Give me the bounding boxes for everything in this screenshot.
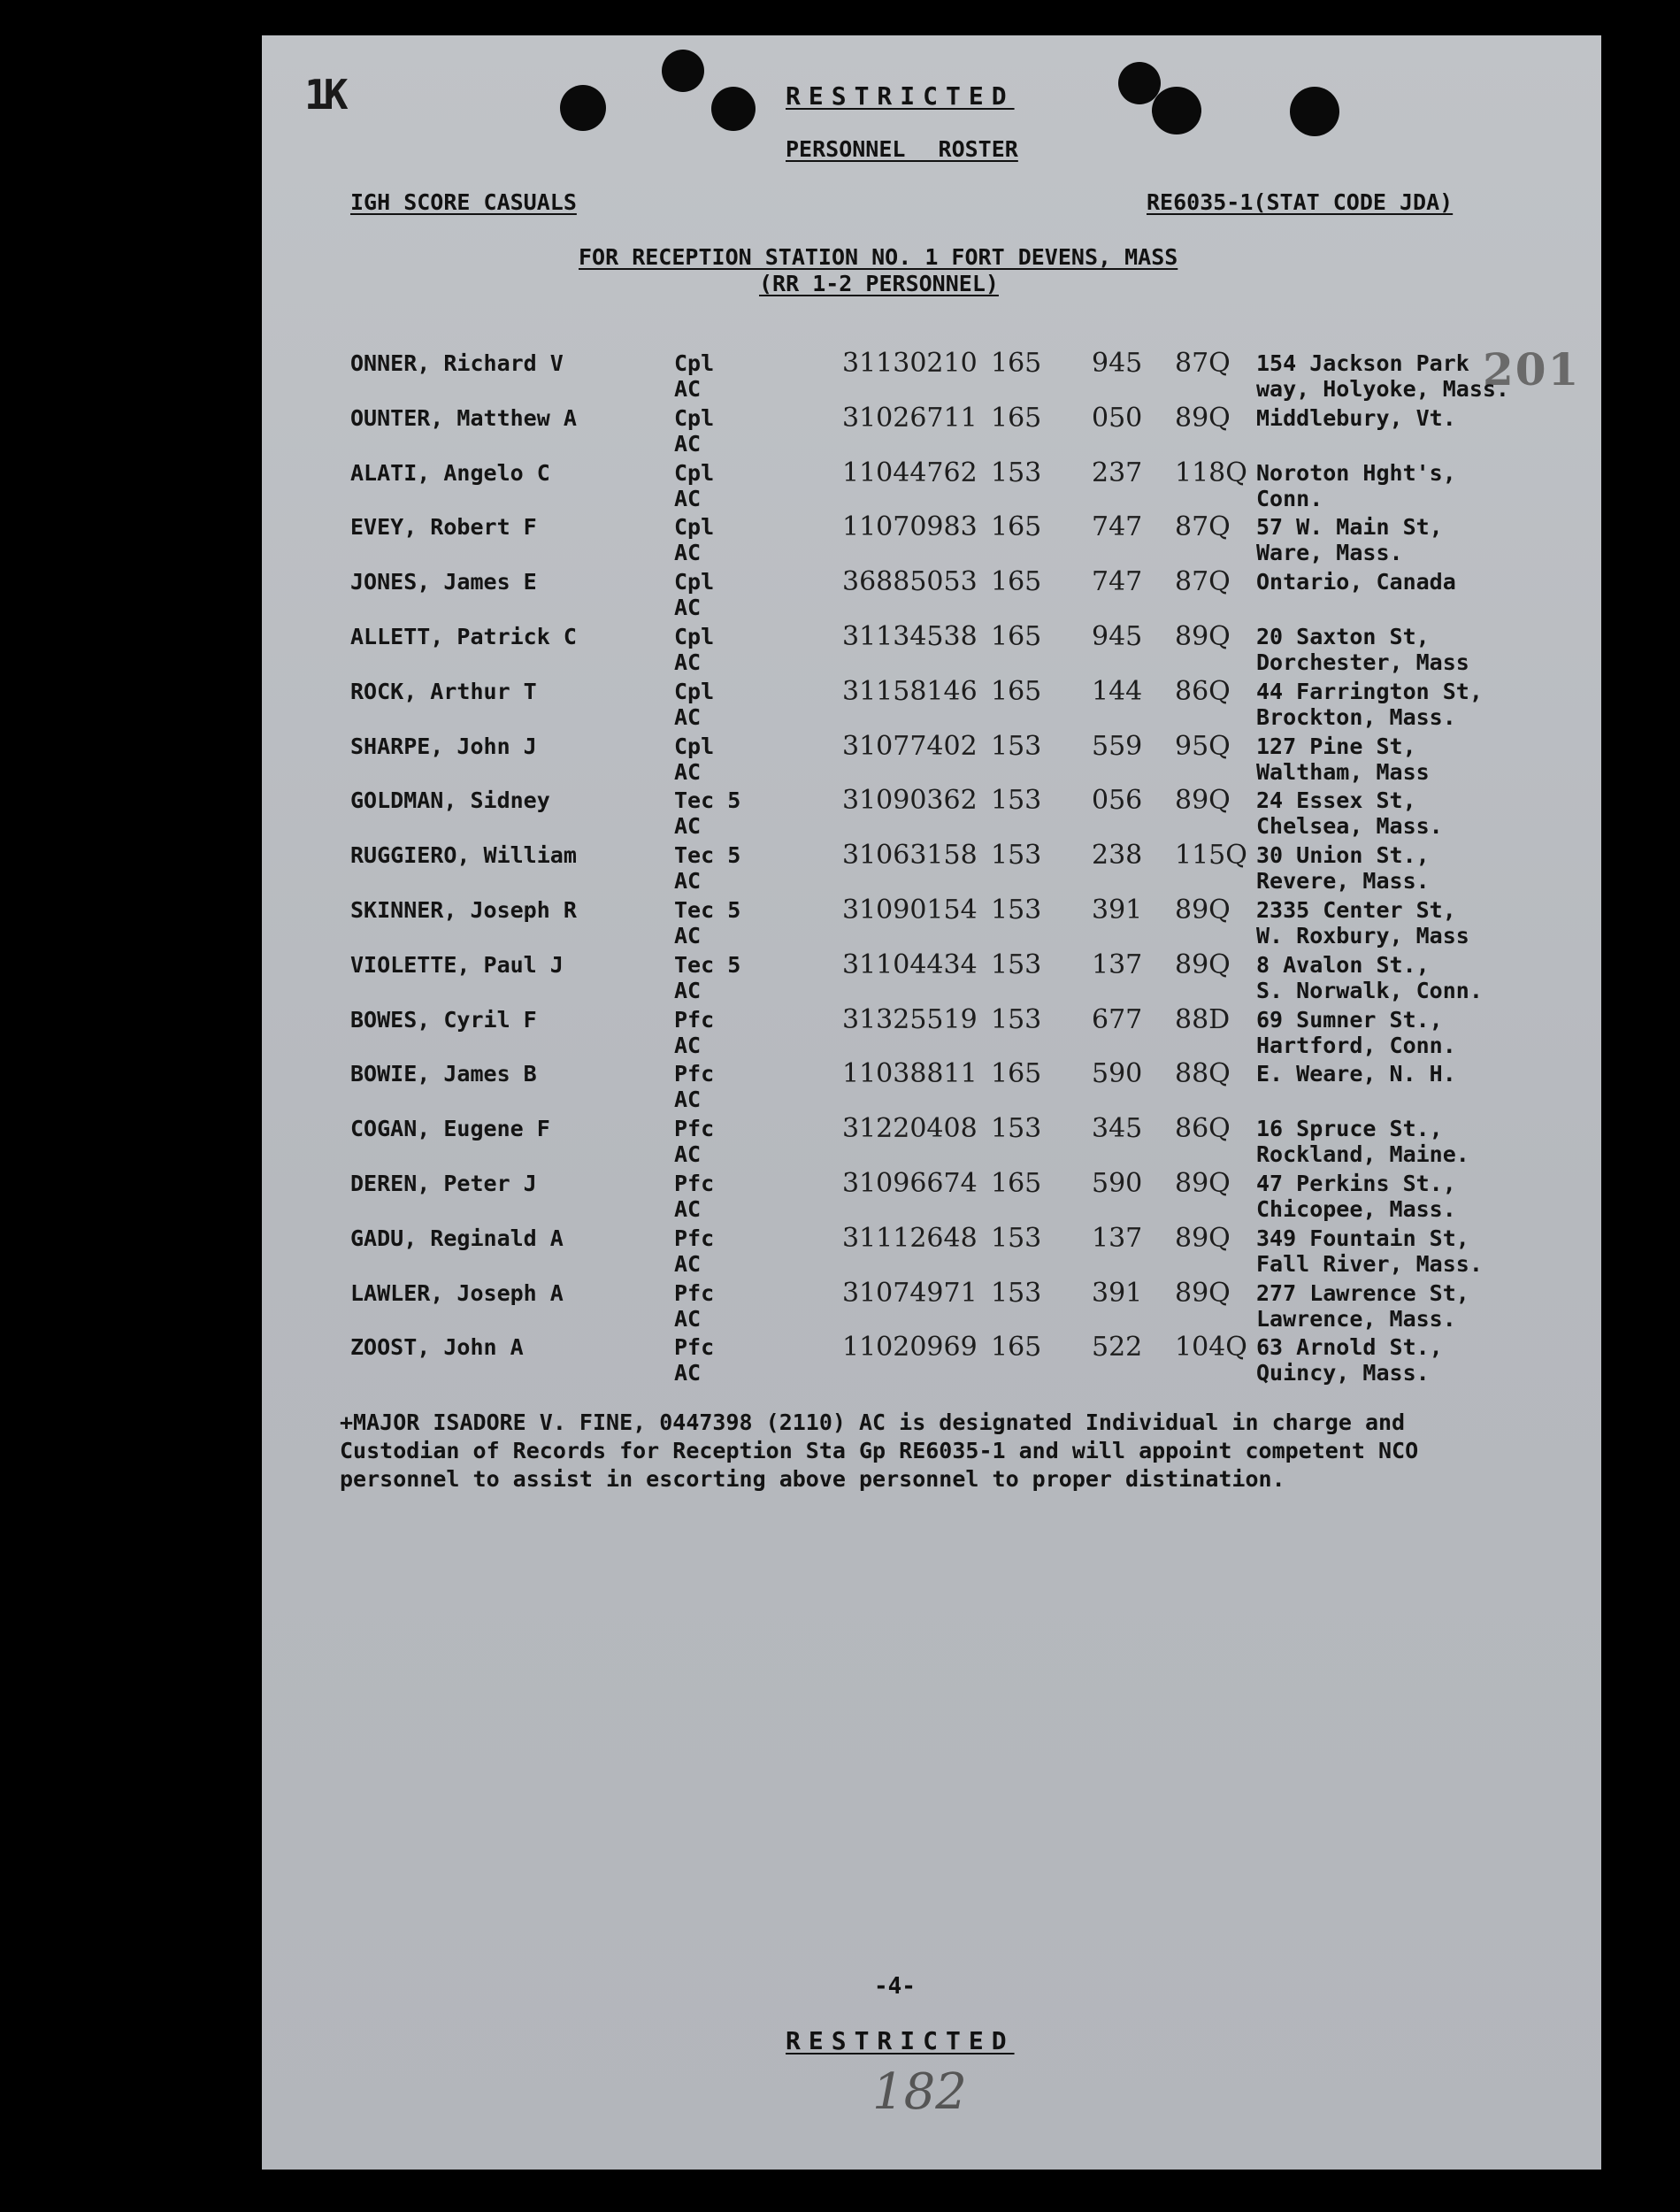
roster-arm: AC [674, 759, 702, 785]
roster-grade: Cpl [674, 569, 715, 595]
roster-c3: 87Q [1175, 511, 1231, 542]
roster-c3: 89Q [1175, 949, 1231, 980]
roster-arm: AC [674, 486, 702, 511]
roster-c3: 88Q [1175, 1058, 1231, 1089]
roster-serial: 31090362 [842, 785, 978, 816]
roster-addr2: Waltham, Mass [1256, 759, 1430, 785]
roster-c2: 945 [1092, 621, 1143, 652]
roster-c3: 89Q [1175, 1223, 1231, 1254]
roster-c1: 165 [991, 566, 1042, 597]
roster-c2: 238 [1092, 840, 1143, 871]
roster-serial: 11070983 [842, 511, 978, 542]
roster-name: JONES, James E [350, 569, 537, 595]
roster-addr1: E. Weare, N. H. [1256, 1061, 1456, 1087]
roster-addr1: 24 Essex St, [1256, 787, 1416, 813]
roster-addr1: 2335 Center St, [1256, 897, 1456, 923]
roster-grade: Cpl [674, 679, 715, 704]
roster-c3: 89Q [1175, 621, 1231, 652]
roster-grade: Tec 5 [674, 897, 741, 923]
roster-addr1: Middlebury, Vt. [1256, 405, 1456, 431]
roster-addr2: Conn. [1256, 486, 1323, 511]
roster-c3: 89Q [1175, 1278, 1231, 1309]
punch-hole [560, 85, 606, 131]
roster-arm: AC [674, 431, 702, 457]
roster-arm: AC [674, 649, 702, 675]
roster-name: EVEY, Robert F [350, 514, 537, 540]
roster-c1: 165 [991, 511, 1042, 542]
roster-addr2: S. Norwalk, Conn. [1256, 978, 1483, 1003]
roster-grade: Pfc [674, 1007, 715, 1033]
roster-addr2: Revere, Mass. [1256, 868, 1430, 894]
roster-addr2: Chicopee, Mass. [1256, 1196, 1456, 1222]
roster-c2: 056 [1092, 785, 1143, 816]
roster-name: COGAN, Eugene F [350, 1116, 550, 1141]
roster-serial: 31090154 [842, 895, 978, 926]
custodian-note: +MAJOR ISADORE V. FINE, 0447398 (2110) AC is designated Individual in charge and Custodian of Records for Reception Sta Gp RE6035-1 and will appoint competent NCO personnel to assist in escorting above personnel to proper distination. [340, 1409, 1419, 1492]
roster-c2: 522 [1092, 1332, 1143, 1363]
roster-addr2: Rockland, Maine. [1256, 1141, 1469, 1167]
roster-c2: 559 [1092, 731, 1143, 762]
roster-grade: Pfc [674, 1116, 715, 1141]
roster-c2: 677 [1092, 1004, 1143, 1035]
classification-top: RESTRICTED [786, 81, 1015, 111]
roster-serial: 11020969 [842, 1332, 978, 1363]
roster-addr1: 63 Arnold St., [1256, 1334, 1443, 1360]
roster-c1: 153 [991, 785, 1042, 816]
roster-serial: 31096674 [842, 1168, 978, 1199]
roster-arm: AC [674, 1087, 702, 1112]
subdestination: (RR 1-2 PERSONNEL) [759, 271, 999, 296]
roster-name: ALLETT, Patrick C [350, 624, 577, 649]
roster-grade: Tec 5 [674, 842, 741, 868]
roster-serial: 31158146 [842, 676, 978, 707]
roster-name: BOWES, Cyril F [350, 1007, 537, 1033]
roster-arm: AC [674, 1196, 702, 1222]
roster-c1: 165 [991, 1058, 1042, 1089]
roster-serial: 31026711 [842, 403, 978, 434]
roster-name: SKINNER, Joseph R [350, 897, 577, 923]
roster-grade: Tec 5 [674, 787, 741, 813]
roster-name: GADU, Reginald A [350, 1225, 564, 1251]
roster-serial: 31104434 [842, 949, 978, 980]
roster-arm: AC [674, 1306, 702, 1332]
roster-c1: 153 [991, 895, 1042, 926]
roster-name: ROCK, Arthur T [350, 679, 537, 704]
roster-serial: 31325519 [842, 1004, 978, 1035]
roster-c1: 165 [991, 348, 1042, 379]
roster-c2: 945 [1092, 348, 1143, 379]
roster-name: SHARPE, John J [350, 733, 537, 759]
roster-addr1: 47 Perkins St., [1256, 1171, 1456, 1196]
roster-addr2: W. Roxbury, Mass [1256, 923, 1469, 949]
roster-addr1: Noroton Hght's, [1256, 460, 1456, 486]
unit-code: RE6035-1(STAT CODE JDA) [1147, 189, 1454, 215]
roster-addr1: 69 Sumner St., [1256, 1007, 1443, 1033]
roster-title: PERSONNEL ROSTER [786, 136, 1018, 162]
roster-addr1: 154 Jackson Park [1256, 350, 1469, 376]
roster-c3: 86Q [1175, 676, 1231, 707]
roster-c3: 104Q [1175, 1332, 1247, 1363]
roster-addr2: Quincy, Mass. [1256, 1360, 1430, 1386]
roster-c1: 153 [991, 1278, 1042, 1309]
roster-name: BOWIE, James B [350, 1061, 537, 1087]
roster-serial: 31112648 [842, 1223, 978, 1254]
roster-c2: 391 [1092, 895, 1143, 926]
destination: FOR RECEPTION STATION NO. 1 FORT DEVENS, MASS [579, 244, 1178, 270]
roster-grade: Pfc [674, 1061, 715, 1087]
document-page [262, 35, 1601, 2170]
punch-hole [711, 87, 756, 131]
roster-serial: 36885053 [842, 566, 978, 597]
roster-arm: AC [674, 376, 702, 402]
roster-c1: 165 [991, 403, 1042, 434]
roster-arm: AC [674, 595, 702, 620]
roster-c2: 747 [1092, 566, 1143, 597]
roster-arm: AC [674, 540, 702, 565]
roster-addr1: 277 Lawrence St, [1256, 1280, 1469, 1306]
roster-addr2: Dorchester, Mass [1256, 649, 1469, 675]
roster-c1: 165 [991, 621, 1042, 652]
roster-c1: 153 [991, 949, 1042, 980]
punch-hole [1152, 87, 1201, 134]
roster-name: ZOOST, John A [350, 1334, 524, 1360]
roster-c2: 144 [1092, 676, 1143, 707]
roster-c3: 89Q [1175, 403, 1231, 434]
roster-c1: 165 [991, 1168, 1042, 1199]
roster-c2: 237 [1092, 457, 1143, 488]
roster-serial: 31077402 [842, 731, 978, 762]
unit-left: IGH SCORE CASUALS [350, 189, 577, 215]
roster-addr2: Chelsea, Mass. [1256, 813, 1443, 839]
roster-addr1: 16 Spruce St., [1256, 1116, 1443, 1141]
roster-c3: 86Q [1175, 1113, 1231, 1144]
file-stamp: 201 [1483, 343, 1581, 396]
roster-grade: Cpl [674, 350, 715, 376]
roster-c1: 153 [991, 1004, 1042, 1035]
roster-addr1: 44 Farrington St, [1256, 679, 1483, 704]
roster-c2: 590 [1092, 1058, 1143, 1089]
roster-addr2: Fall River, Mass. [1256, 1251, 1483, 1277]
roster-c3: 87Q [1175, 566, 1231, 597]
roster-c3: 89Q [1175, 1168, 1231, 1199]
roster-c1: 153 [991, 457, 1042, 488]
roster-addr1: Ontario, Canada [1256, 569, 1456, 595]
roster-c2: 590 [1092, 1168, 1143, 1199]
roster-grade: Pfc [674, 1334, 715, 1360]
roster-addr1: 30 Union St., [1256, 842, 1430, 868]
roster-grade: Cpl [674, 405, 715, 431]
roster-name: OUNTER, Matthew A [350, 405, 577, 431]
roster-grade: Cpl [674, 460, 715, 486]
roster-arm: AC [674, 1251, 702, 1277]
roster-c3: 115Q [1175, 840, 1247, 871]
roster-arm: AC [674, 1360, 702, 1386]
roster-addr2: way, Holyoke, Mass. [1256, 376, 1509, 402]
roster-c2: 137 [1092, 1223, 1143, 1254]
roster-name: GOLDMAN, Sidney [350, 787, 550, 813]
roster-c1: 153 [991, 731, 1042, 762]
roster-name: DEREN, Peter J [350, 1171, 537, 1196]
roster-serial: 11044762 [842, 457, 978, 488]
roster-name: ALATI, Angelo C [350, 460, 550, 486]
roster-serial: 31130210 [842, 348, 978, 379]
roster-c2: 391 [1092, 1278, 1143, 1309]
roster-c1: 153 [991, 840, 1042, 871]
roster-addr1: 127 Pine St, [1256, 733, 1416, 759]
roster-name: LAWLER, Joseph A [350, 1280, 564, 1306]
roster-c2: 345 [1092, 1113, 1143, 1144]
roster-addr2: Lawrence, Mass. [1256, 1306, 1456, 1332]
roster-name: VIOLETTE, Paul J [350, 952, 564, 978]
roster-grade: Pfc [674, 1171, 715, 1196]
roster-grade: Cpl [674, 514, 715, 540]
roster-arm: AC [674, 1141, 702, 1167]
roster-c1: 165 [991, 676, 1042, 707]
roster-c1: 153 [991, 1223, 1042, 1254]
roster-addr2: Ware, Mass. [1256, 540, 1403, 565]
roster-c2: 747 [1092, 511, 1143, 542]
roster-addr1: 349 Fountain St, [1256, 1225, 1469, 1251]
roster-grade: Cpl [674, 624, 715, 649]
roster-grade: Cpl [674, 733, 715, 759]
roster-arm: AC [674, 923, 702, 949]
page-number: -4- [874, 1973, 916, 2000]
roster-arm: AC [674, 868, 702, 894]
roster-serial: 31063158 [842, 840, 978, 871]
roster-serial: 31220408 [842, 1113, 978, 1144]
roster-c3: 87Q [1175, 348, 1231, 379]
roster-arm: AC [674, 978, 702, 1003]
roster-addr1: 8 Avalon St., [1256, 952, 1430, 978]
roster-c1: 165 [991, 1332, 1042, 1363]
punch-hole [662, 50, 704, 92]
roster-serial: 31074971 [842, 1278, 978, 1309]
roster-c3: 89Q [1175, 895, 1231, 926]
roster-addr1: 57 W. Main St, [1256, 514, 1443, 540]
roster-name: ONNER, Richard V [350, 350, 564, 376]
roster-grade: Pfc [674, 1280, 715, 1306]
roster-grade: Pfc [674, 1225, 715, 1251]
roster-c2: 137 [1092, 949, 1143, 980]
roster-serial: 31134538 [842, 621, 978, 652]
roster-arm: AC [674, 1033, 702, 1058]
roster-c3: 95Q [1175, 731, 1231, 762]
roster-addr1: 20 Saxton St, [1256, 624, 1430, 649]
classification-bottom: RESTRICTED [786, 2026, 1015, 2055]
roster-name: RUGGIERO, William [350, 842, 577, 868]
roster-c3: 88D [1175, 1004, 1231, 1035]
punch-hole [1290, 87, 1339, 136]
roster-c1: 153 [991, 1113, 1042, 1144]
roster-grade: Tec 5 [674, 952, 741, 978]
roster-arm: AC [674, 704, 702, 730]
roster-c3: 89Q [1175, 785, 1231, 816]
corner-mark: 1K [304, 71, 343, 119]
roster-c2: 050 [1092, 403, 1143, 434]
roster-serial: 11038811 [842, 1058, 978, 1089]
roster-c3: 118Q [1175, 457, 1247, 488]
roster-addr2: Hartford, Conn. [1256, 1033, 1456, 1058]
handwritten-number: 182 [872, 2063, 967, 2121]
roster-arm: AC [674, 813, 702, 839]
roster-addr2: Brockton, Mass. [1256, 704, 1456, 730]
